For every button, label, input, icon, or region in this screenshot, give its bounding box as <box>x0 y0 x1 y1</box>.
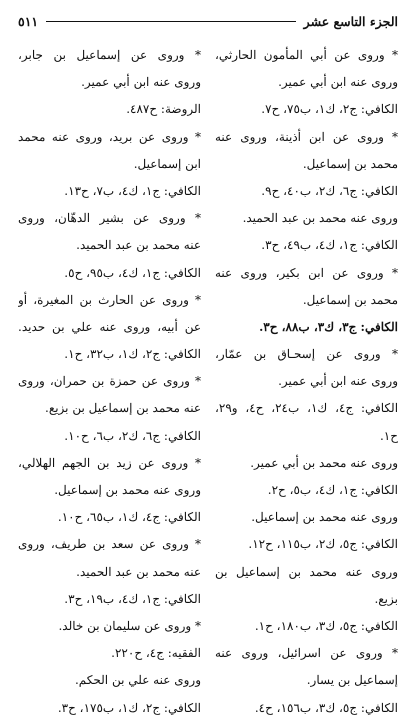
text-line: الروضة: ح٤٨٧. <box>126 102 201 117</box>
text-line: * وروى عن أبي المأمون الحارثي، <box>215 48 398 62</box>
text-line: عنه محمد بن عبد الحميد. <box>76 238 201 253</box>
text-line: * وروى عن إسحـاق بن عمّار، <box>215 347 398 362</box>
text-line: الفقيه: ج٤، ح٢٢٠. <box>111 646 201 661</box>
text-line: * وروى عن بشير الدهّان، وروى <box>18 211 201 226</box>
text-line: * وروى عن بريد، وروى عنه محمد <box>18 129 201 144</box>
text-line: الكافي: ج٢، ك١، ب٧٥، ح٧. <box>261 102 398 117</box>
text-columns <box>18 42 398 722</box>
text-line: * وروى عن حمزة بن حمران، وروى <box>18 374 201 389</box>
text-line: ح١. <box>379 428 398 443</box>
page-number: ٥١١ <box>18 13 39 29</box>
text-line: * وروى عن إسماعيل بن جابر، <box>18 48 201 62</box>
text-line: الكافي: ج١، ك٤، ب٤٩، ح٣. <box>261 238 398 253</box>
text-line: * وروى عن ابن بكير، وروى عنه <box>215 265 398 280</box>
text-line: وروى عنه محمد بن عبد الحميد. <box>242 211 398 226</box>
text-line: عنه محمد بن إسماعيل بن بزيع. <box>45 401 201 416</box>
text-line: الكافي: ج١، ك٤، ب١٩، ح٣. <box>64 591 201 606</box>
text-line: الكافي: ج٦، ك٢، ب٦، ح١٠. <box>64 428 201 443</box>
text-line: وروى عنه محمد بن أبي عمير. <box>250 455 398 470</box>
text-line: الكافي: ج٥، ك٣، ب١٨٠، ح١. <box>254 618 398 633</box>
text-line: الكافي: ج٤، ك١، ب٦٥، ح١٠. <box>57 510 201 525</box>
text-line: وروى عنه ابن أبي عمير. <box>278 75 398 90</box>
text-line: وروى عنه ابن أبي عمير. <box>81 75 201 90</box>
text-line: الكافي: ج٤، ك١، ب٢٤، ح٤، و٢٩، <box>215 401 398 416</box>
text-line: وروى عنه علي بن الحكم. <box>74 673 201 688</box>
text-line: عنه محمد بن عبد الحميد. <box>76 564 201 579</box>
text-line: * وروى عن سعد بن طريف، وروى <box>18 537 201 552</box>
text-line: ابن إسماعيل. <box>133 156 201 171</box>
text-line: الكافي: ج٥، ك٢، ب١١٥، ح١٢. <box>248 537 398 552</box>
text-line: الكافي: ج٢، ك١، ب١٧٥، ح٣. <box>57 700 201 715</box>
book-page <box>18 10 398 715</box>
text-line: * وروى عن الحارث بن المغيرة، أو <box>18 292 201 307</box>
text-line: * وروى عن اسرائيل، وروى عنه <box>215 646 398 661</box>
text-line: * وروى عن زيد بن الجهم الهلالي، <box>18 455 201 470</box>
text-line: وروى عنه محمد بن إسماعيل بن <box>215 564 398 579</box>
text-line: بزيع. <box>374 591 398 606</box>
text-line: الكافي: ج٢، ك١، ب٣٢، ح١. <box>64 347 201 362</box>
text-line: الكافي: ج٦، ك٢، ب٤٠، ح٩. <box>261 183 398 198</box>
text-line: وروى عنه ابن أبي عمير. <box>278 374 398 389</box>
text-line: وروى عنه محمد بن إسماعيل. <box>54 483 201 497</box>
text-line: * وروى عن ابن أذينة، وروى عنه <box>215 129 398 144</box>
text-line: الكافي: ج١، ك٤، ب٧، ح١٣. <box>64 183 201 198</box>
text-line: محمد بن إسماعيل. <box>302 292 398 307</box>
text-line: الكافي: ج٥، ك٣، ب١٥٦، ح٤. <box>254 700 398 715</box>
text-line: * وروى عن سليمان بن خالد. <box>58 618 201 633</box>
header-rule <box>46 21 296 22</box>
text-line: محمد بن إسماعيل. <box>302 156 398 171</box>
text-line: إسماعيل بن يسار. <box>306 673 398 688</box>
text-line: الكافي: ج٣، ك٣، ب٨٨، ح٣. <box>259 319 398 334</box>
right-column <box>215 42 398 722</box>
text-line: وروى عنه محمد بن إسماعيل. <box>251 510 398 525</box>
text-line: عن أبيه، وروى عنه علي بن حديد. <box>18 319 201 334</box>
text-line: الكافي: ج١، ك٤، ب٩٥، ح٥. <box>64 265 201 280</box>
text-line: الكافي: ج١، ك٤، ب٥، ح٢. <box>267 483 398 497</box>
page-header <box>18 10 398 32</box>
left-column <box>18 42 201 722</box>
page-header-title: الجزء التاسع عشر <box>303 13 398 29</box>
